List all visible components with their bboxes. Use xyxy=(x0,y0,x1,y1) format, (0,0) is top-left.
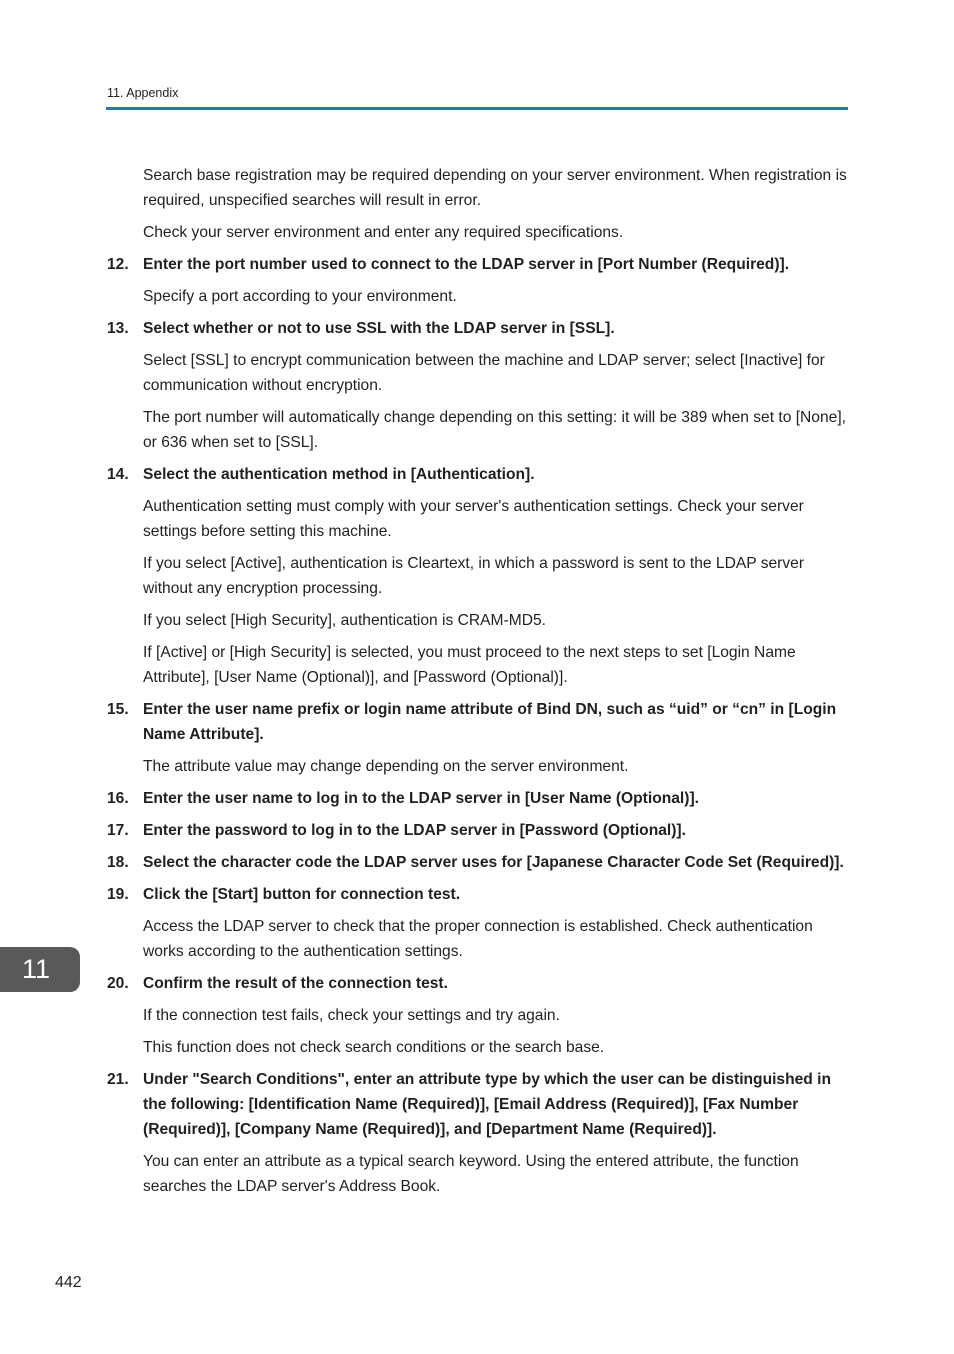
step-text: Enter the user name prefix or login name attribute of Bind DN, such as “uid” or “cn” in [Login Name Attribute]. xyxy=(143,701,837,743)
step-note: Access the LDAP server to check that the proper connection is established. Check authentication works according to the authentication settings. xyxy=(143,918,813,960)
step-number: 15. xyxy=(107,701,129,718)
step-number: 21. xyxy=(107,1071,129,1088)
step-18 xyxy=(107,850,852,875)
step-note: Select [SSL] to encrypt communication between the machine and LDAP server; select [Inactive] for communication without encryption. xyxy=(143,352,825,394)
chapter-tab-label: 11 xyxy=(21,954,51,984)
step-number: 17. xyxy=(107,822,129,839)
step-number: 20. xyxy=(107,975,129,992)
header-rule xyxy=(106,107,848,110)
step-15 xyxy=(107,697,852,747)
step-note: If the connection test fails, check your settings and try again. xyxy=(143,1007,560,1024)
page-number: 442 xyxy=(55,1274,82,1291)
step-text: Confirm the result of the connection test. xyxy=(143,975,448,992)
step-note: If you select [Active], authentication is Cleartext, in which a password is sent to the LDAP server without any encryption processing. xyxy=(143,555,805,597)
step-note: This function does not check search conditions or the search base. xyxy=(143,1039,605,1056)
step-text: Select the authentication method in [Authentication]. xyxy=(143,466,535,483)
step-number: 12. xyxy=(107,256,129,273)
step-13 xyxy=(107,316,852,341)
step-number: 18. xyxy=(107,854,129,871)
step-text: Under "Search Conditions", enter an attribute type by which the user can be distinguished in the following: [Identification Name (Required)], [Email Address (Required)], [Fax Number (Required)], [Company Name (Required)], and [Department Name (Required)]. xyxy=(143,1071,832,1138)
step-number: 14. xyxy=(107,466,129,483)
chapter-tab xyxy=(0,947,80,992)
step-12 xyxy=(107,252,852,277)
step-number: 13. xyxy=(107,320,129,337)
step-note: If you select [High Security], authentication is CRAM-MD5. xyxy=(143,612,546,629)
step-note: Authentication setting must comply with your server's authentication settings. Check your server settings before setting this machine. xyxy=(143,498,804,540)
step-text: Select the character code the LDAP server uses for [Japanese Character Code Set (Required)]. xyxy=(143,854,844,871)
step-20 xyxy=(107,971,852,996)
step-number: 16. xyxy=(107,790,129,807)
step-19 xyxy=(107,882,852,907)
step-text: Click the [Start] button for connection test. xyxy=(143,886,461,903)
running-header: 11. Appendix xyxy=(107,86,179,100)
step-text: Enter the user name to log in to the LDAP server in [User Name (Optional)]. xyxy=(143,790,699,807)
step-note: You can enter an attribute as a typical search keyword. Using the entered attribute, the function searches the LDAP server's Address Book. xyxy=(143,1153,799,1195)
step-16 xyxy=(107,786,852,811)
step-text: Enter the password to log in to the LDAP server in [Password (Optional)]. xyxy=(143,822,686,839)
page-content xyxy=(107,163,852,1206)
step-number: 19. xyxy=(107,886,129,903)
intro-paragraph: Search base registration may be required depending on your server environment. When registration is required, unspecified searches will result in error. xyxy=(143,167,847,209)
step-note: Specify a port according to your environment. xyxy=(143,288,457,305)
step-text: Select whether or not to use SSL with the LDAP server in [SSL]. xyxy=(143,320,615,337)
step-17 xyxy=(107,818,852,843)
step-note: The attribute value may change depending on the server environment. xyxy=(143,758,629,775)
intro-paragraph: Check your server environment and enter any required specifications. xyxy=(143,224,624,241)
step-14 xyxy=(107,462,852,487)
step-21 xyxy=(107,1067,852,1142)
step-text: Enter the port number used to connect to the LDAP server in [Port Number (Required)]. xyxy=(143,256,790,273)
step-note: The port number will automatically change depending on this setting: it will be 389 when set to [None], or 636 when set to [SSL]. xyxy=(143,409,846,451)
step-note: If [Active] or [High Security] is selected, you must proceed to the next steps to set [Login Name Attribute], [User Name (Optional)], and [Password (Optional)]. xyxy=(143,644,796,686)
